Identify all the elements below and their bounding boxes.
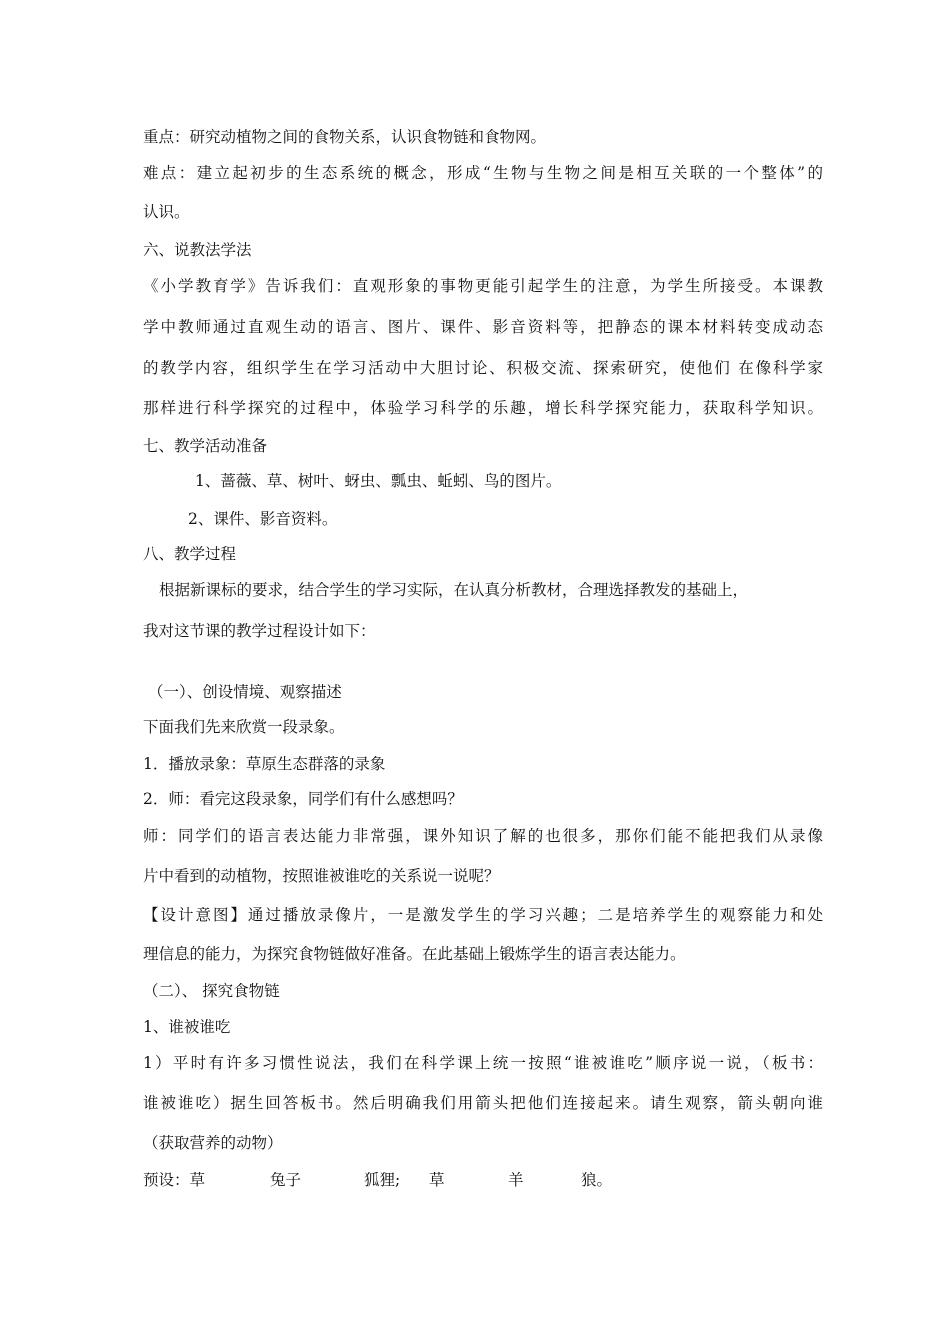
difficulty-line: 难点：建立起初步的生态系统的概念，形成“生物与生物之间是相互关联的一个整体”的 bbox=[143, 164, 823, 182]
prep-item-1: 1、蔷薇、草、树叶、蚜虫、瓢虫、蚯蚓、鸟的图片。 bbox=[195, 472, 562, 490]
preset-item-fox: 狐狸; bbox=[364, 1171, 401, 1189]
preset-item-rabbit: 兔子 bbox=[270, 1171, 302, 1189]
subsection-heading-2: （二）、 探究食物链 bbox=[143, 982, 280, 1000]
preset-item-sheep: 羊 bbox=[508, 1171, 524, 1189]
explain-line-3: （获取营养的动物） bbox=[143, 1134, 283, 1152]
section-heading-8: 八、教学过程 bbox=[143, 545, 237, 563]
subsection-heading-1: （一）、创设情境、观察描述 bbox=[148, 683, 342, 701]
process-intro-line-2: 我对这节课的教学过程设计如下： bbox=[143, 622, 376, 640]
section-heading-7: 七、教学活动准备 bbox=[143, 437, 268, 455]
design-intent-line-1: 【设计意图】通过播放录像片，一是激发学生的学习兴趣；二是培养学生的观察能力和处 bbox=[143, 906, 823, 924]
body-line: 下面我们先来欣赏一段录象。 bbox=[143, 718, 345, 736]
teacher-line-1: 师：同学们的语言表达能力非常强，课外知识了解的也很多，那你们能不能把我们从录像 bbox=[143, 827, 823, 845]
step-1: 1．播放录象：草原生态群落的录象 bbox=[143, 755, 386, 773]
design-intent-line-2: 理信息的能力，为探究食物链做好准备。在此基础上锻炼学生的语言表达能力。 bbox=[143, 945, 686, 963]
preset-label: 预设：草 bbox=[143, 1171, 206, 1189]
food-chain-preset bbox=[143, 1170, 823, 1192]
method-paragraph-line-2: 学中教师通过直观生动的语言、图片、课件、影音资料等，把静态的课本材料转变成动态 bbox=[143, 318, 823, 336]
preset-item-wolf: 狼。 bbox=[581, 1171, 613, 1189]
process-intro-line-1: 根据新课标的要求，结合学生的学习实际，在认真分析教材，合理选择教发的基础上， bbox=[159, 581, 749, 599]
prep-item-2: 2、课件、影音资料。 bbox=[188, 510, 338, 528]
difficulty-line-cont: 认识。 bbox=[143, 203, 190, 221]
method-paragraph-line-4: 那样进行科学探究的过程中，体验学习科学的乐趣，增长科学探究能力，获取科学知识。 bbox=[143, 399, 823, 417]
method-paragraph-line-1: 《小学教育学》告诉我们：直观形象的事物更能引起学生的注意，为学生所接受。本课教 bbox=[143, 277, 823, 295]
section-heading-6: 六、说教法学法 bbox=[143, 241, 252, 259]
key-point-line: 重点：研究动植物之间的食物关系，认识食物链和食物网。 bbox=[143, 128, 547, 146]
step-2: 2．师：看完这段录象，同学们有什么感想吗？ bbox=[143, 790, 463, 808]
method-paragraph-line-3: 的教学内容，组织学生在学习活动中大胆讨论、积极交流、探索研究，使他们 在像科学家 bbox=[143, 359, 823, 377]
point-1-heading: 1、谁被谁吃 bbox=[143, 1018, 231, 1036]
teacher-line-2: 片中看到的动植物，按照谁被谁吃的关系说一说呢？ bbox=[143, 867, 500, 885]
explain-line-2: 谁被谁吃）据生回答板书。然后明确我们用箭头把他们连接起来。请生观察，箭头朝向谁 bbox=[143, 1094, 823, 1112]
explain-line-1: 1）平时有许多习惯性说法，我们在科学课上统一按照“谁被谁吃”顺序说一说，（板书： bbox=[143, 1054, 823, 1072]
preset-item-grass: 草 bbox=[429, 1171, 445, 1189]
